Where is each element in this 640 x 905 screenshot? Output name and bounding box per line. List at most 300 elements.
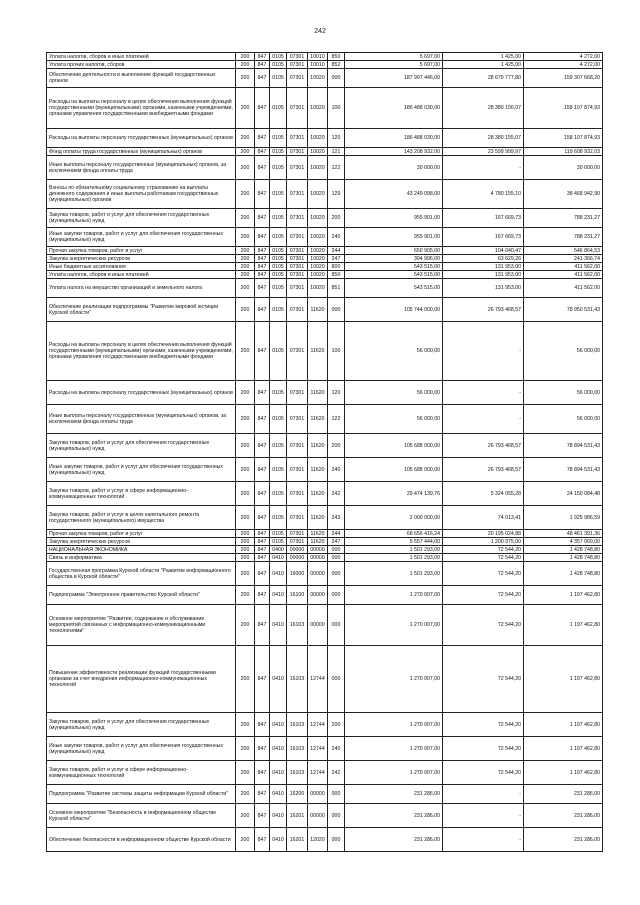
table-row — [47, 458, 603, 482]
direction-code: 11620 — [308, 506, 328, 530]
row-name: Закупка товаров, работ и услуг в сфере информационно-коммуникационных технологий — [47, 761, 236, 785]
row-name: Закупка энергетических ресурсов — [47, 255, 236, 263]
executed-amount: 20 195 024,88 — [443, 530, 524, 538]
admin-code: 847 — [255, 434, 270, 458]
row-name: НАЦИОНАЛЬНАЯ ЭКОНОМИКА — [47, 546, 236, 554]
admin-code: 847 — [255, 129, 270, 148]
section-code: 0105 — [270, 322, 287, 381]
section-code: 0105 — [270, 538, 287, 546]
approved-amount: 2 000 000,00 — [345, 506, 443, 530]
table-row — [47, 61, 603, 69]
expense-type-code: 240 — [328, 228, 345, 247]
executed-amount: 26 793 468,57 — [443, 434, 524, 458]
direction-code: 10020 — [308, 129, 328, 148]
direction-code: 00000 — [308, 562, 328, 586]
section-code: 0410 — [270, 737, 287, 761]
executed-amount: 72 544,20 — [443, 646, 524, 713]
indicator-code: 200 — [236, 279, 255, 298]
admin-code: 847 — [255, 482, 270, 506]
expense-type-code: 120 — [328, 381, 345, 405]
unexecuted-amount: 231 286,00 — [524, 828, 603, 852]
program-code: 00000 — [287, 554, 308, 562]
table-row — [47, 405, 603, 434]
indicator-code: 200 — [236, 530, 255, 538]
unexecuted-amount: 56 000,00 — [524, 405, 603, 434]
executed-amount: - — [443, 381, 524, 405]
row-name: Подпрограмма "Развитие системы защиты информации Курской области" — [47, 785, 236, 804]
direction-code: 10020 — [308, 69, 328, 88]
indicator-code: 200 — [236, 53, 255, 61]
program-code: 07301 — [287, 271, 308, 279]
table-row — [47, 785, 603, 804]
row-name: Расходы на выплаты персоналу государственных (муниципальных) органов — [47, 381, 236, 405]
section-code: 0410 — [270, 804, 287, 828]
approved-amount: 955 901,00 — [345, 209, 443, 228]
approved-amount: 231 286,00 — [345, 828, 443, 852]
direction-code: 10020 — [308, 228, 328, 247]
expense-type-code: 242 — [328, 761, 345, 785]
row-name: Обеспечение деятельности и выполнение функций государственных органов — [47, 69, 236, 88]
unexecuted-amount: 1 197 462,80 — [524, 646, 603, 713]
indicator-code: 200 — [236, 322, 255, 381]
expense-type-code: 852 — [328, 61, 345, 69]
program-code: 07301 — [287, 482, 308, 506]
table-row — [47, 322, 603, 381]
indicator-code: 200 — [236, 228, 255, 247]
indicator-code: 200 — [236, 156, 255, 180]
expense-type-code: 000 — [328, 586, 345, 605]
table-row — [47, 482, 603, 506]
admin-code: 847 — [255, 506, 270, 530]
admin-code: 847 — [255, 405, 270, 434]
approved-amount: 231 286,00 — [345, 804, 443, 828]
expense-type-code: 247 — [328, 255, 345, 263]
section-code: 0105 — [270, 247, 287, 255]
approved-amount: 1 501 293,00 — [345, 562, 443, 586]
program-code: 07301 — [287, 530, 308, 538]
expense-type-code: 240 — [328, 458, 345, 482]
row-name: Подпрограмма "Электронное правительство Курской области" — [47, 586, 236, 605]
expense-type-code: 122 — [328, 156, 345, 180]
table-row — [47, 381, 603, 405]
approved-amount: 187 997 446,00 — [345, 69, 443, 88]
row-name: Иные выплаты персоналу государственных (муниципальных) органов, за исключением фонда оплаты труда — [47, 405, 236, 434]
admin-code: 847 — [255, 458, 270, 482]
section-code: 0105 — [270, 279, 287, 298]
indicator-code: 200 — [236, 263, 255, 271]
approved-amount: 1 270 007,00 — [345, 713, 443, 737]
row-name: Иные закупки товаров, работ и услуг для обеспечения государственных (муниципальных) нужд — [47, 228, 236, 247]
unexecuted-amount: 231 286,00 — [524, 804, 603, 828]
unexecuted-amount: 4 272,00 — [524, 61, 603, 69]
approved-amount: 186 488 030,00 — [345, 129, 443, 148]
program-code: 07301 — [287, 322, 308, 381]
expense-type-code: 122 — [328, 405, 345, 434]
direction-code: 12744 — [308, 713, 328, 737]
approved-amount: 56 000,00 — [345, 381, 443, 405]
section-code: 0105 — [270, 434, 287, 458]
indicator-code: 200 — [236, 298, 255, 322]
unexecuted-amount: 1 428 748,80 — [524, 554, 603, 562]
admin-code: 847 — [255, 180, 270, 209]
indicator-code: 200 — [236, 405, 255, 434]
indicator-code: 200 — [236, 69, 255, 88]
section-code: 0410 — [270, 646, 287, 713]
unexecuted-amount: 411 562,00 — [524, 271, 603, 279]
direction-code: 12744 — [308, 761, 328, 785]
unexecuted-amount: 4 357 069,00 — [524, 538, 603, 546]
program-code: 16100 — [287, 586, 308, 605]
table-row — [47, 554, 603, 562]
row-name: Основное мероприятие "Развитие, содержание и обслуживание мероприятий связанных с информационно-коммуникационными технологиями" — [47, 605, 236, 646]
direction-code: 10010 — [308, 53, 328, 61]
expense-type-code: 100 — [328, 88, 345, 129]
row-name: Обеспечение безопасности в информационном обществе Курской области — [47, 828, 236, 852]
expense-type-code: 000 — [328, 546, 345, 554]
direction-code: 11620 — [308, 538, 328, 546]
table-row — [47, 156, 603, 180]
indicator-code: 200 — [236, 129, 255, 148]
expense-type-code: 000 — [328, 828, 345, 852]
direction-code: 00000 — [308, 546, 328, 554]
section-code: 0105 — [270, 53, 287, 61]
approved-amount: 1 270 007,00 — [345, 646, 443, 713]
admin-code: 847 — [255, 381, 270, 405]
direction-code: 10020 — [308, 271, 328, 279]
row-name: Закупка товаров, работ и услуг для обеспечения государственных (муниципальных) нужд — [47, 209, 236, 228]
indicator-code: 200 — [236, 271, 255, 279]
indicator-code: 200 — [236, 506, 255, 530]
row-name: Связь и информатика — [47, 554, 236, 562]
direction-code: 00000 — [308, 785, 328, 804]
row-name: Расходы на выплаты персоналу в целях обеспечения выполнения функций государственными (муниципальными) органами, казенными учреждениями, органами управления государственными внебюджетными фондами — [47, 322, 236, 381]
table-row — [47, 263, 603, 271]
program-code: 07301 — [287, 298, 308, 322]
section-code: 0105 — [270, 228, 287, 247]
admin-code: 847 — [255, 605, 270, 646]
table-row — [47, 129, 603, 148]
approved-amount: 105 688 000,00 — [345, 434, 443, 458]
table-row — [47, 298, 603, 322]
row-name: Обеспечение реализации подпрограммы "Развитие мировой юстиции Курской области" — [47, 298, 236, 322]
program-code: 16103 — [287, 737, 308, 761]
approved-amount: 105 688 000,00 — [345, 458, 443, 482]
section-code: 0410 — [270, 828, 287, 852]
section-code: 0410 — [270, 586, 287, 605]
admin-code: 847 — [255, 761, 270, 785]
admin-code: 847 — [255, 828, 270, 852]
indicator-code: 200 — [236, 247, 255, 255]
executed-amount: 72 544,20 — [443, 737, 524, 761]
expense-type-code: 200 — [328, 209, 345, 228]
row-name: Уплата налогов, сборов и иных платежей — [47, 53, 236, 61]
section-code: 0105 — [270, 156, 287, 180]
section-code: 0410 — [270, 785, 287, 804]
unexecuted-amount: 411 562,00 — [524, 279, 603, 298]
row-name: Закупка товаров, работ и услуг для обеспечения государственных (муниципальных) нужд — [47, 713, 236, 737]
unexecuted-amount: 4 272,00 — [524, 53, 603, 61]
executed-amount: 131 953,00 — [443, 279, 524, 298]
indicator-code: 200 — [236, 646, 255, 713]
expense-type-code: 121 — [328, 148, 345, 156]
executed-amount: 26 793 468,57 — [443, 298, 524, 322]
indicator-code: 200 — [236, 828, 255, 852]
executed-amount: - — [443, 828, 524, 852]
budget-table — [46, 52, 603, 852]
approved-amount: 143 208 932,00 — [345, 148, 443, 156]
row-name: Прочая закупка товаров, работ и услуг — [47, 247, 236, 255]
admin-code: 847 — [255, 713, 270, 737]
direction-code: 10020 — [308, 279, 328, 298]
table-row — [47, 53, 603, 61]
program-code: 07301 — [287, 381, 308, 405]
direction-code: 10020 — [308, 148, 328, 156]
expense-type-code: 000 — [328, 804, 345, 828]
program-code: 07301 — [287, 129, 308, 148]
direction-code: 11620 — [308, 298, 328, 322]
direction-code: 11620 — [308, 322, 328, 381]
section-code: 0410 — [270, 562, 287, 586]
indicator-code: 200 — [236, 209, 255, 228]
unexecuted-amount: 158 107 874,93 — [524, 129, 603, 148]
indicator-code: 200 — [236, 785, 255, 804]
table-row — [47, 761, 603, 785]
unexecuted-amount: 119 608 932,03 — [524, 148, 603, 156]
row-name: Закупка товаров, работ и услуг в сфере информационно-коммуникационных технологий — [47, 482, 236, 506]
section-code: 0105 — [270, 255, 287, 263]
program-code: 07301 — [287, 279, 308, 298]
approved-amount: 955 901,00 — [345, 228, 443, 247]
executed-amount: 28 679 777,80 — [443, 69, 524, 88]
executed-amount: 72 544,20 — [443, 605, 524, 646]
executed-amount: 167 669,73 — [443, 209, 524, 228]
row-name: Закупка энергетических ресурсов — [47, 538, 236, 546]
executed-amount: 5 324 055,28 — [443, 482, 524, 506]
direction-code: 12020 — [308, 828, 328, 852]
program-code: 16201 — [287, 804, 308, 828]
approved-amount: 1 501 293,00 — [345, 554, 443, 562]
direction-code: 10020 — [308, 88, 328, 129]
direction-code: 10020 — [308, 255, 328, 263]
table-row — [47, 530, 603, 538]
section-code: 0410 — [270, 554, 287, 562]
section-code: 0105 — [270, 148, 287, 156]
approved-amount: 105 744 000,00 — [345, 298, 443, 322]
program-code: 07301 — [287, 53, 308, 61]
table-row — [47, 247, 603, 255]
indicator-code: 200 — [236, 586, 255, 605]
section-code: 0105 — [270, 381, 287, 405]
admin-code: 847 — [255, 538, 270, 546]
executed-amount: 104 040,47 — [443, 247, 524, 255]
approved-amount: 5 697,00 — [345, 61, 443, 69]
indicator-code: 200 — [236, 148, 255, 156]
unexecuted-amount: 546 864,53 — [524, 247, 603, 255]
table-row — [47, 828, 603, 852]
table-row — [47, 434, 603, 458]
table-row — [47, 148, 603, 156]
indicator-code: 200 — [236, 255, 255, 263]
direction-code: 11620 — [308, 405, 328, 434]
row-name: Основное мероприятие "Безопасность в информационном обществе Курской области" — [47, 804, 236, 828]
admin-code: 847 — [255, 737, 270, 761]
table-row — [47, 180, 603, 209]
table-row — [47, 271, 603, 279]
approved-amount: 304 996,00 — [345, 255, 443, 263]
unexecuted-amount: 788 231,27 — [524, 209, 603, 228]
unexecuted-amount: 1 428 748,80 — [524, 562, 603, 586]
direction-code: 11620 — [308, 381, 328, 405]
section-code: 0105 — [270, 180, 287, 209]
unexecuted-amount: 78 894 531,43 — [524, 434, 603, 458]
executed-amount: 4 780 155,10 — [443, 180, 524, 209]
admin-code: 847 — [255, 88, 270, 129]
row-name: Фонд оплаты труда государственных (муниципальных) органов — [47, 148, 236, 156]
program-code: 07301 — [287, 228, 308, 247]
section-code: 0105 — [270, 88, 287, 129]
expense-type-code: 851 — [328, 279, 345, 298]
admin-code: 847 — [255, 785, 270, 804]
admin-code: 847 — [255, 530, 270, 538]
indicator-code: 200 — [236, 761, 255, 785]
executed-amount: 1 200 375,00 — [443, 538, 524, 546]
admin-code: 847 — [255, 148, 270, 156]
table-row — [47, 209, 603, 228]
executed-amount: - — [443, 785, 524, 804]
unexecuted-amount: 78 950 531,43 — [524, 298, 603, 322]
admin-code: 847 — [255, 546, 270, 554]
program-code: 07301 — [287, 88, 308, 129]
executed-amount: 72 544,20 — [443, 761, 524, 785]
program-code: 07301 — [287, 209, 308, 228]
executed-amount: 1 425,00 — [443, 53, 524, 61]
program-code: 07301 — [287, 506, 308, 530]
direction-code: 10020 — [308, 180, 328, 209]
direction-code: 10020 — [308, 156, 328, 180]
section-code: 0410 — [270, 605, 287, 646]
indicator-code: 200 — [236, 180, 255, 209]
indicator-code: 200 — [236, 88, 255, 129]
executed-amount: 131 953,00 — [443, 271, 524, 279]
expense-type-code: 850 — [328, 53, 345, 61]
indicator-code: 200 — [236, 554, 255, 562]
indicator-code: 200 — [236, 713, 255, 737]
program-code: 16103 — [287, 713, 308, 737]
unexecuted-amount: 1 197 462,80 — [524, 605, 603, 646]
admin-code: 847 — [255, 209, 270, 228]
table-row — [47, 646, 603, 713]
table-row — [47, 506, 603, 530]
executed-amount: - — [443, 804, 524, 828]
section-code: 0410 — [270, 713, 287, 737]
direction-code: 00000 — [308, 804, 328, 828]
indicator-code: 200 — [236, 538, 255, 546]
admin-code: 847 — [255, 298, 270, 322]
row-name: Уплата налогов, сборов и иных платежей — [47, 271, 236, 279]
unexecuted-amount: 159 307 668,20 — [524, 69, 603, 88]
row-name: Иные закупки товаров, работ и услуг для обеспечения государственных (муниципальных) нужд — [47, 458, 236, 482]
table-row — [47, 586, 603, 605]
expense-type-code: 000 — [328, 562, 345, 586]
approved-amount: 231 286,00 — [345, 785, 443, 804]
table-row — [47, 804, 603, 828]
indicator-code: 200 — [236, 546, 255, 554]
expense-type-code: 247 — [328, 538, 345, 546]
executed-amount: - — [443, 322, 524, 381]
executed-amount: 72 544,20 — [443, 554, 524, 562]
section-code: 0410 — [270, 761, 287, 785]
direction-code: 00000 — [308, 605, 328, 646]
expense-type-code: 000 — [328, 69, 345, 88]
program-code: 07301 — [287, 61, 308, 69]
approved-amount: 29 474 139,76 — [345, 482, 443, 506]
program-code: 16201 — [287, 828, 308, 852]
admin-code: 847 — [255, 804, 270, 828]
section-code: 0105 — [270, 61, 287, 69]
row-name: Прочая закупка товаров, работ и услуг — [47, 530, 236, 538]
indicator-code: 200 — [236, 434, 255, 458]
indicator-code: 200 — [236, 562, 255, 586]
executed-amount: 72 544,20 — [443, 562, 524, 586]
indicator-code: 200 — [236, 458, 255, 482]
admin-code: 847 — [255, 271, 270, 279]
admin-code: 847 — [255, 255, 270, 263]
expense-type-code: 240 — [328, 737, 345, 761]
approved-amount: 186 488 030,00 — [345, 88, 443, 129]
unexecuted-amount: 48 461 391,36 — [524, 530, 603, 538]
row-name: Уплата налога на имущество организаций и земельного налога — [47, 279, 236, 298]
direction-code: 00000 — [308, 586, 328, 605]
expense-type-code: 243 — [328, 506, 345, 530]
admin-code: 847 — [255, 586, 270, 605]
table-row — [47, 88, 603, 129]
approved-amount: 650 905,00 — [345, 247, 443, 255]
expense-type-code: 200 — [328, 713, 345, 737]
executed-amount: 26 793 468,57 — [443, 458, 524, 482]
program-code: 07301 — [287, 405, 308, 434]
program-code: 16000 — [287, 562, 308, 586]
row-name: Государственная программа Курской области "Развитие информационного общества в Курской области" — [47, 562, 236, 586]
table-row — [47, 69, 603, 88]
row-name: Иные закупки товаров, работ и услуг для обеспечения государственных (муниципальных) нужд — [47, 737, 236, 761]
row-name: Расходы на выплаты персоналу в целях обеспечения выполнения функций государственными (муниципальными) органами, казенными учреждениями, органами управления государственными внебюджетными фондами — [47, 88, 236, 129]
row-name: Иные выплаты персоналу государственных (муниципальных) органов, за исключением фонда оплаты труда — [47, 156, 236, 180]
table-row — [47, 737, 603, 761]
unexecuted-amount: 788 231,27 — [524, 228, 603, 247]
expense-type-code: 129 — [328, 180, 345, 209]
expense-type-code: 000 — [328, 785, 345, 804]
row-name: Закупка товаров, работ и услуг в целях капитального ремонта государственного (муниципального) имущества — [47, 506, 236, 530]
unexecuted-amount: 241 366,74 — [524, 255, 603, 263]
section-code: 0105 — [270, 482, 287, 506]
section-code: 0105 — [270, 209, 287, 228]
approved-amount: 68 656 416,24 — [345, 530, 443, 538]
direction-code: 12744 — [308, 646, 328, 713]
expense-type-code: 244 — [328, 247, 345, 255]
indicator-code: 200 — [236, 381, 255, 405]
admin-code: 847 — [255, 554, 270, 562]
direction-code: 11620 — [308, 458, 328, 482]
admin-code: 847 — [255, 228, 270, 247]
expense-type-code: 800 — [328, 263, 345, 271]
unexecuted-amount: 1 925 986,59 — [524, 506, 603, 530]
unexecuted-amount: 1 197 462,80 — [524, 713, 603, 737]
executed-amount: 72 544,20 — [443, 586, 524, 605]
expense-type-code: 000 — [328, 554, 345, 562]
section-code: 0105 — [270, 530, 287, 538]
row-name: Закупка товаров, работ и услуг для обеспечения государственных (муниципальных) нужд — [47, 434, 236, 458]
table-row — [47, 255, 603, 263]
